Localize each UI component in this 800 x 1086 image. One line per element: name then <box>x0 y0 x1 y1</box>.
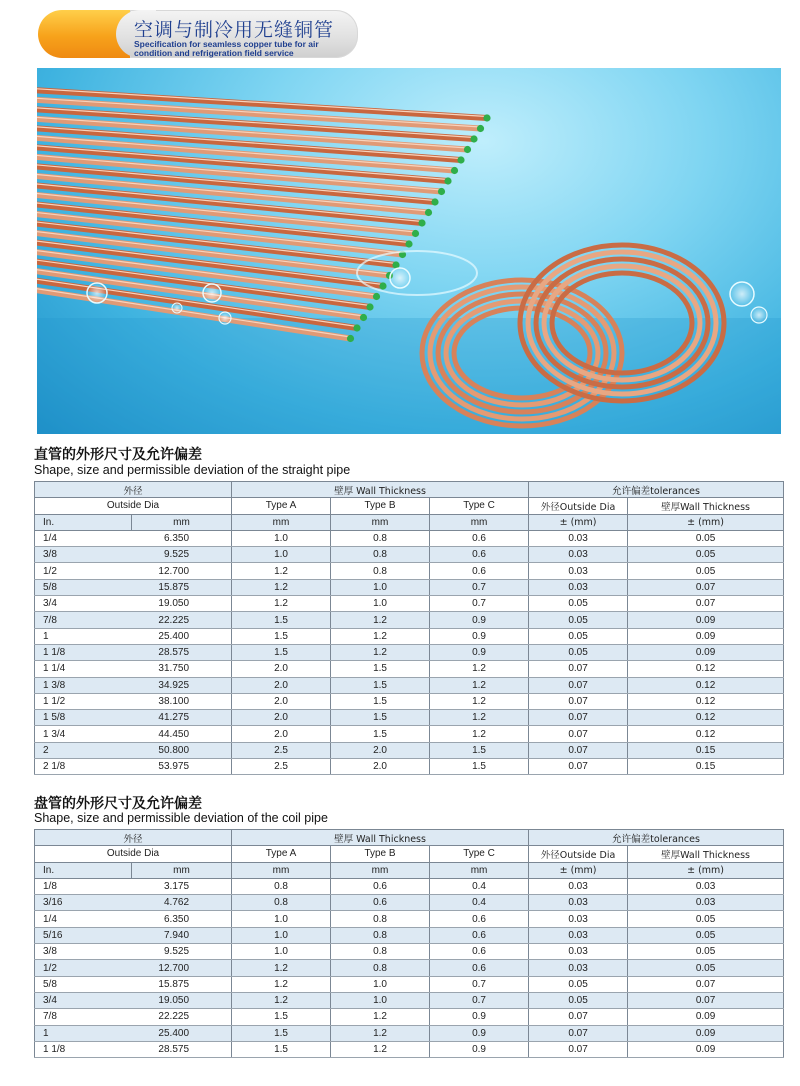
col-unit-mm-a: mm <box>232 862 331 878</box>
cell-size-mm: 9.525 <box>132 944 232 960</box>
cell-tol-od: 0.07 <box>529 742 628 758</box>
cell-type-c: 0.9 <box>430 644 529 660</box>
cell-size-mm: 31.750 <box>132 661 232 677</box>
cell-size-mm: 9.525 <box>132 547 232 563</box>
cell-type-c: 1.2 <box>430 726 529 742</box>
cell-tol-od: 0.05 <box>529 596 628 612</box>
col-unit-in: In. <box>35 514 132 530</box>
cell-type-b: 0.8 <box>331 563 430 579</box>
cell-size-mm: 53.975 <box>132 759 232 775</box>
cell-type-c: 0.4 <box>430 895 529 911</box>
cell-tol-od: 0.03 <box>529 547 628 563</box>
green-end-cap <box>373 293 380 300</box>
cell-type-c: 0.9 <box>430 612 529 628</box>
cell-tol-wall: 0.07 <box>628 976 784 992</box>
col-wall-thickness: 壁厚 Wall Thickness <box>232 830 529 846</box>
cell-type-b: 1.0 <box>331 579 430 595</box>
table-row <box>35 992 784 1008</box>
cell-type-c: 1.2 <box>430 661 529 677</box>
cell-type-c: 0.7 <box>430 976 529 992</box>
cell-size-mm: 15.875 <box>132 976 232 992</box>
col-unit-pm-od: ± (mm) <box>529 862 628 878</box>
col-unit-mm-b: mm <box>331 862 430 878</box>
cell-tol-wall: 0.12 <box>628 677 784 693</box>
cell-type-a: 0.8 <box>232 895 331 911</box>
col-unit-in: In. <box>35 862 132 878</box>
cell-type-b: 1.0 <box>331 596 430 612</box>
cell-tol-wall: 0.09 <box>628 1009 784 1025</box>
cell-type-a: 2.0 <box>232 710 331 726</box>
col-wall-thickness: 壁厚 Wall Thickness <box>232 482 529 498</box>
cell-tol-wall: 0.09 <box>628 644 784 660</box>
cell-type-b: 1.5 <box>331 677 430 693</box>
header-row-2 <box>35 846 784 862</box>
green-end-cap <box>451 167 458 174</box>
cell-type-b: 1.5 <box>331 693 430 709</box>
cell-type-b: 1.5 <box>331 710 430 726</box>
green-end-cap <box>347 335 354 342</box>
cell-type-b: 1.2 <box>331 1041 430 1057</box>
cell-type-a: 1.2 <box>232 596 331 612</box>
col-unit-mm: mm <box>132 862 232 878</box>
cell-type-c: 0.6 <box>430 960 529 976</box>
cell-type-a: 1.0 <box>232 927 331 943</box>
green-end-cap <box>360 314 367 321</box>
table-row <box>35 742 784 758</box>
cell-size-in: 1 1/2 <box>35 693 132 709</box>
table-row <box>35 693 784 709</box>
cell-size-mm: 22.225 <box>132 612 232 628</box>
cell-tol-wall: 0.12 <box>628 661 784 677</box>
cell-tol-wall: 0.09 <box>628 628 784 644</box>
cell-type-a: 1.2 <box>232 960 331 976</box>
cell-type-c: 0.6 <box>430 547 529 563</box>
cell-size-mm: 38.100 <box>132 693 232 709</box>
col-tol-od: 外径Outside Dia <box>529 498 628 514</box>
cell-size-mm: 44.450 <box>132 726 232 742</box>
cell-tol-wall: 0.05 <box>628 927 784 943</box>
table-row <box>35 644 784 660</box>
green-end-cap <box>483 114 490 121</box>
cell-tol-od: 0.07 <box>529 661 628 677</box>
table-row <box>35 628 784 644</box>
copper-tube-illustration <box>37 68 781 434</box>
cell-size-mm: 15.875 <box>132 579 232 595</box>
cell-size-in: 1 <box>35 628 132 644</box>
cell-tol-wall: 0.03 <box>628 895 784 911</box>
cell-tol-wall: 0.15 <box>628 759 784 775</box>
cell-tol-wall: 0.05 <box>628 960 784 976</box>
cell-size-in: 3/4 <box>35 596 132 612</box>
cell-type-c: 0.9 <box>430 628 529 644</box>
table-row <box>35 530 784 546</box>
cell-size-in: 1/4 <box>35 911 132 927</box>
cell-size-in: 1 3/4 <box>35 726 132 742</box>
cell-type-a: 2.5 <box>232 759 331 775</box>
col-tol-wall: 壁厚Wall Thickness <box>628 498 784 514</box>
col-unit-pm-wall: ± (mm) <box>628 514 784 530</box>
cell-tol-od: 0.03 <box>529 927 628 943</box>
table-row <box>35 1009 784 1025</box>
cell-size-mm: 34.925 <box>132 677 232 693</box>
cell-type-c: 1.2 <box>430 693 529 709</box>
straight-pipe-table <box>34 481 784 775</box>
cell-type-a: 1.2 <box>232 563 331 579</box>
cell-type-a: 1.2 <box>232 976 331 992</box>
cell-type-a: 2.0 <box>232 677 331 693</box>
cell-tol-wall: 0.12 <box>628 710 784 726</box>
cell-type-c: 1.2 <box>430 677 529 693</box>
cell-type-b: 1.5 <box>331 726 430 742</box>
cell-type-c: 1.2 <box>430 710 529 726</box>
cell-tol-od: 0.07 <box>529 759 628 775</box>
cell-type-c: 0.6 <box>430 563 529 579</box>
cell-tol-wall: 0.05 <box>628 547 784 563</box>
cell-type-a: 0.8 <box>232 878 331 894</box>
cell-tol-wall: 0.05 <box>628 563 784 579</box>
cell-tol-wall: 0.03 <box>628 878 784 894</box>
col-unit-mm-b: mm <box>331 514 430 530</box>
cell-size-in: 3/8 <box>35 944 132 960</box>
cell-size-mm: 4.762 <box>132 895 232 911</box>
cell-tol-od: 0.05 <box>529 628 628 644</box>
cell-type-a: 1.5 <box>232 1025 331 1041</box>
cell-tol-wall: 0.09 <box>628 1025 784 1041</box>
cell-type-c: 1.5 <box>430 742 529 758</box>
cell-size-in: 3/4 <box>35 992 132 1008</box>
cell-tol-wall: 0.05 <box>628 911 784 927</box>
cell-type-c: 0.9 <box>430 1041 529 1057</box>
table-row <box>35 563 784 579</box>
cell-type-a: 1.2 <box>232 579 331 595</box>
green-end-cap <box>431 198 438 205</box>
cell-type-a: 2.0 <box>232 726 331 742</box>
col-type-b: Type B <box>331 846 430 862</box>
cell-tol-od: 0.05 <box>529 612 628 628</box>
cell-type-a: 1.2 <box>232 992 331 1008</box>
cell-type-c: 0.9 <box>430 1009 529 1025</box>
cell-type-b: 1.2 <box>331 644 430 660</box>
straight-heading-en: Shape, size and permissible deviation of the straight pipe <box>34 463 351 477</box>
green-end-cap <box>457 156 464 163</box>
col-od-en: Outside Dia <box>35 846 232 862</box>
cell-type-b: 2.0 <box>331 759 430 775</box>
cell-type-c: 0.6 <box>430 911 529 927</box>
copper-tube-photo <box>37 68 781 434</box>
cell-tol-od: 0.03 <box>529 895 628 911</box>
cell-size-in: 1 1/8 <box>35 644 132 660</box>
green-end-cap <box>379 282 386 289</box>
col-type-a: Type A <box>232 846 331 862</box>
table-row <box>35 960 784 976</box>
cell-type-b: 1.5 <box>331 661 430 677</box>
cell-type-a: 1.5 <box>232 644 331 660</box>
green-end-cap <box>477 125 484 132</box>
cell-size-mm: 41.275 <box>132 710 232 726</box>
col-unit-mm-a: mm <box>232 514 331 530</box>
table-row <box>35 661 784 677</box>
cell-size-mm: 25.400 <box>132 1025 232 1041</box>
table-row <box>35 1041 784 1057</box>
table-row <box>35 1025 784 1041</box>
cell-size-in: 1/8 <box>35 878 132 894</box>
cell-tol-od: 0.05 <box>529 992 628 1008</box>
table-row <box>35 612 784 628</box>
table-row <box>35 579 784 595</box>
cell-type-b: 0.8 <box>331 911 430 927</box>
table-row <box>35 927 784 943</box>
cell-size-mm: 19.050 <box>132 596 232 612</box>
table-row <box>35 596 784 612</box>
col-unit-mm-c: mm <box>430 862 529 878</box>
table-row <box>35 976 784 992</box>
col-unit-pm-wall: ± (mm) <box>628 862 784 878</box>
cell-type-a: 1.5 <box>232 628 331 644</box>
banner-title-cn: 空调与制冷用无缝铜管 <box>134 19 335 41</box>
cell-tol-od: 0.07 <box>529 693 628 709</box>
cell-size-mm: 28.575 <box>132 1041 232 1057</box>
cell-type-b: 1.0 <box>331 992 430 1008</box>
cell-type-b: 0.8 <box>331 944 430 960</box>
cell-type-a: 1.5 <box>232 1009 331 1025</box>
cell-size-mm: 12.700 <box>132 960 232 976</box>
cell-tol-wall: 0.09 <box>628 1041 784 1057</box>
cell-size-mm: 28.575 <box>132 644 232 660</box>
cell-size-in: 3/16 <box>35 895 132 911</box>
table-row <box>35 677 784 693</box>
col-unit-pm-od: ± (mm) <box>529 514 628 530</box>
col-type-a: Type A <box>232 498 331 514</box>
header-row-2 <box>35 498 784 514</box>
cell-tol-wall: 0.15 <box>628 742 784 758</box>
cell-type-a: 2.5 <box>232 742 331 758</box>
banner-title-en: Specification for seamless copper tube for air condition and refrigeration field service <box>134 39 319 58</box>
cell-size-in: 2 1/8 <box>35 759 132 775</box>
header-row-1 <box>35 482 784 498</box>
cell-type-c: 0.9 <box>430 1025 529 1041</box>
table-row <box>35 547 784 563</box>
cell-tol-od: 0.07 <box>529 1041 628 1057</box>
cell-size-in: 7/8 <box>35 612 132 628</box>
cell-size-in: 7/8 <box>35 1009 132 1025</box>
cell-tol-od: 0.07 <box>529 1009 628 1025</box>
table-row <box>35 878 784 894</box>
header-row-1 <box>35 830 784 846</box>
cell-type-a: 1.5 <box>232 612 331 628</box>
cell-tol-od: 0.07 <box>529 677 628 693</box>
table-row <box>35 726 784 742</box>
cell-type-a: 1.0 <box>232 944 331 960</box>
cell-type-a: 1.0 <box>232 547 331 563</box>
cell-tol-wall: 0.07 <box>628 579 784 595</box>
cell-size-in: 1/4 <box>35 530 132 546</box>
cell-type-b: 0.6 <box>331 878 430 894</box>
cell-tol-od: 0.03 <box>529 579 628 595</box>
col-type-b: Type B <box>331 498 430 514</box>
col-od-cn: 外径 <box>35 482 232 498</box>
cell-tol-od: 0.03 <box>529 530 628 546</box>
cell-size-in: 1/2 <box>35 563 132 579</box>
col-type-c: Type C <box>430 846 529 862</box>
cell-size-mm: 12.700 <box>132 563 232 579</box>
cell-type-b: 0.8 <box>331 530 430 546</box>
cell-size-in: 1 5/8 <box>35 710 132 726</box>
cell-type-c: 1.5 <box>430 759 529 775</box>
header-row-3 <box>35 862 784 878</box>
cell-type-a: 1.5 <box>232 1041 331 1057</box>
cell-size-mm: 22.225 <box>132 1009 232 1025</box>
cell-type-c: 0.4 <box>430 878 529 894</box>
straight-heading-cn: 直管的外形尺寸及允许偏差 <box>34 447 202 463</box>
coil-pipe-table <box>34 829 784 1058</box>
cell-type-c: 0.6 <box>430 530 529 546</box>
cell-tol-wall: 0.07 <box>628 596 784 612</box>
table-row <box>35 911 784 927</box>
cell-type-a: 2.0 <box>232 661 331 677</box>
cell-size-mm: 50.800 <box>132 742 232 758</box>
cell-tol-od: 0.03 <box>529 563 628 579</box>
col-od-cn: 外径 <box>35 830 232 846</box>
col-od-en: Outside Dia <box>35 498 232 514</box>
cell-tol-wall: 0.09 <box>628 612 784 628</box>
col-unit-mm-c: mm <box>430 514 529 530</box>
cell-type-b: 0.6 <box>331 895 430 911</box>
cell-tol-wall: 0.12 <box>628 693 784 709</box>
cell-size-in: 1 <box>35 1025 132 1041</box>
cell-size-mm: 6.350 <box>132 911 232 927</box>
cell-size-in: 3/8 <box>35 547 132 563</box>
cell-type-b: 0.8 <box>331 547 430 563</box>
cell-tol-od: 0.03 <box>529 960 628 976</box>
cell-size-in: 1 1/4 <box>35 661 132 677</box>
title-banner <box>38 10 358 58</box>
cell-tol-wall: 0.05 <box>628 944 784 960</box>
header-row-3 <box>35 514 784 530</box>
cell-type-a: 1.0 <box>232 911 331 927</box>
cell-tol-od: 0.03 <box>529 878 628 894</box>
cell-tol-od: 0.05 <box>529 976 628 992</box>
cell-size-in: 1 1/8 <box>35 1041 132 1057</box>
table-row <box>35 710 784 726</box>
table-row <box>35 895 784 911</box>
cell-size-mm: 25.400 <box>132 628 232 644</box>
cell-type-a: 1.0 <box>232 530 331 546</box>
green-end-cap <box>444 177 451 184</box>
cell-type-c: 0.6 <box>430 927 529 943</box>
cell-type-c: 0.7 <box>430 992 529 1008</box>
cell-type-c: 0.7 <box>430 579 529 595</box>
cell-type-b: 1.2 <box>331 612 430 628</box>
green-end-cap <box>464 146 471 153</box>
cell-type-a: 2.0 <box>232 693 331 709</box>
cell-tol-wall: 0.07 <box>628 992 784 1008</box>
col-tol-od: 外径Outside Dia <box>529 846 628 862</box>
cell-tol-od: 0.03 <box>529 944 628 960</box>
coil-heading-en: Shape, size and permissible deviation of the coil pipe <box>34 811 328 825</box>
cell-tol-wall: 0.05 <box>628 530 784 546</box>
green-end-cap <box>470 135 477 142</box>
cell-tol-wall: 0.12 <box>628 726 784 742</box>
cell-tol-od: 0.03 <box>529 911 628 927</box>
cell-type-b: 2.0 <box>331 742 430 758</box>
cell-size-in: 1/2 <box>35 960 132 976</box>
table-row <box>35 944 784 960</box>
cell-tol-od: 0.07 <box>529 710 628 726</box>
cell-tol-od: 0.07 <box>529 1025 628 1041</box>
coil-heading-cn: 盘管的外形尺寸及允许偏差 <box>34 796 202 812</box>
green-end-cap <box>405 240 412 247</box>
cell-type-c: 0.7 <box>430 596 529 612</box>
cell-size-mm: 3.175 <box>132 878 232 894</box>
cell-size-in: 5/8 <box>35 976 132 992</box>
cell-type-b: 0.8 <box>331 927 430 943</box>
cell-size-mm: 6.350 <box>132 530 232 546</box>
cell-tol-od: 0.05 <box>529 644 628 660</box>
cell-type-b: 0.8 <box>331 960 430 976</box>
green-end-cap <box>438 188 445 195</box>
col-tolerances: 允许偏差tolerances <box>529 482 784 498</box>
cell-type-b: 1.2 <box>331 628 430 644</box>
table-row <box>35 759 784 775</box>
green-end-cap <box>418 219 425 226</box>
col-tol-wall: 壁厚Wall Thickness <box>628 846 784 862</box>
col-unit-mm: mm <box>132 514 232 530</box>
col-type-c: Type C <box>430 498 529 514</box>
cell-type-b: 1.0 <box>331 976 430 992</box>
green-end-cap <box>425 209 432 216</box>
cell-size-mm: 19.050 <box>132 992 232 1008</box>
cell-type-b: 1.2 <box>331 1025 430 1041</box>
cell-size-in: 5/8 <box>35 579 132 595</box>
cell-tol-od: 0.07 <box>529 726 628 742</box>
cell-size-in: 1 3/8 <box>35 677 132 693</box>
cell-size-in: 2 <box>35 742 132 758</box>
cell-size-in: 5/16 <box>35 927 132 943</box>
cell-type-c: 0.6 <box>430 944 529 960</box>
green-end-cap <box>412 230 419 237</box>
cell-type-b: 1.2 <box>331 1009 430 1025</box>
green-end-cap <box>353 324 360 331</box>
col-tolerances: 允许偏差tolerances <box>529 830 784 846</box>
green-end-cap <box>366 303 373 310</box>
cell-size-mm: 7.940 <box>132 927 232 943</box>
